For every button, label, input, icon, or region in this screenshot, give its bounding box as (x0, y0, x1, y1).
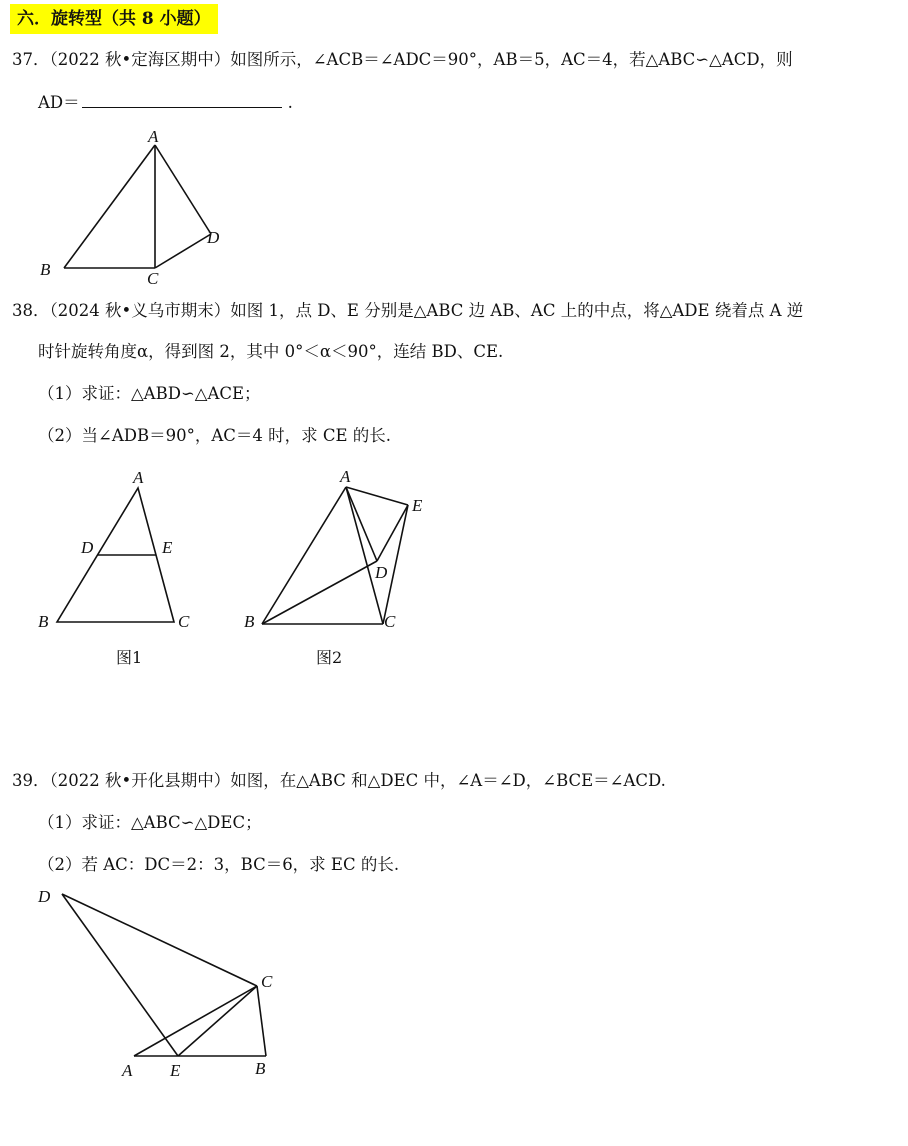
label-d: D (81, 538, 94, 557)
label-a: A (133, 468, 144, 487)
question-39-part2: （2）若 AC：DC＝2：3，BC＝6，求 EC 的长. (38, 855, 400, 874)
answer-suffix: . (287, 93, 293, 112)
label-c: C (384, 612, 396, 631)
segment-cb (257, 986, 266, 1056)
label-d: D (38, 887, 51, 906)
section-header: 六．旋转型（共 8 小题） (10, 4, 218, 34)
question-source: （2022 秋•开化县期中） (49, 771, 231, 790)
label-a: A (122, 1061, 133, 1080)
label-d: D (207, 228, 220, 247)
question-38-part1: （1）求证：△ABD∽△ACE； (38, 384, 261, 403)
label-d: D (375, 563, 388, 582)
answer-prefix: AD＝ (38, 93, 80, 112)
label-b: B (40, 260, 51, 279)
label-b: B (255, 1059, 266, 1078)
question-number: 37． (12, 50, 50, 69)
label-e: E (170, 1061, 181, 1080)
label-a: A (148, 127, 159, 146)
question-text: 如图，在△ABC 和△DEC 中，∠A＝∠D，∠BCE＝∠ACD. (230, 771, 666, 790)
question-text: 如图 1，点 D、E 分别是△ABC 边 AB、AC 上的中点，将△ADE 绕着点 A 逆 (230, 301, 804, 320)
label-c: C (261, 972, 273, 991)
question-source: （2022 秋•定海区期中） (49, 50, 231, 69)
label-c: C (147, 269, 159, 288)
question-text: 如图所示，∠ACB＝∠ADC＝90°，AB＝5，AC＝4，若△ABC∽△ACD，则 (230, 50, 793, 69)
label-c: C (178, 612, 190, 631)
question-38-line2: 时针旋转角度α，得到图 2，其中 0°＜α＜90°，连结 BD、CE. (38, 342, 504, 361)
question-number: 39． (12, 771, 50, 790)
label-b: B (244, 612, 255, 631)
question-39-part1: （1）求证：△ABC∽△DEC； (38, 813, 262, 832)
question-number: 38． (12, 301, 50, 320)
figure-caption: 图1 (116, 648, 143, 667)
segment-de (62, 894, 178, 1056)
segment-dc (62, 894, 257, 986)
figure-caption: 图2 (316, 648, 343, 667)
label-b: B (38, 612, 49, 631)
label-e: E (162, 538, 173, 557)
label-a: A (340, 467, 351, 486)
segment-ec (178, 986, 257, 1056)
label-e: E (412, 496, 423, 515)
question-source: （2024 秋•义乌市期末） (49, 301, 231, 320)
question-38-part2: （2）当∠ADB＝90°，AC＝4 时，求 CE 的长. (38, 426, 392, 445)
